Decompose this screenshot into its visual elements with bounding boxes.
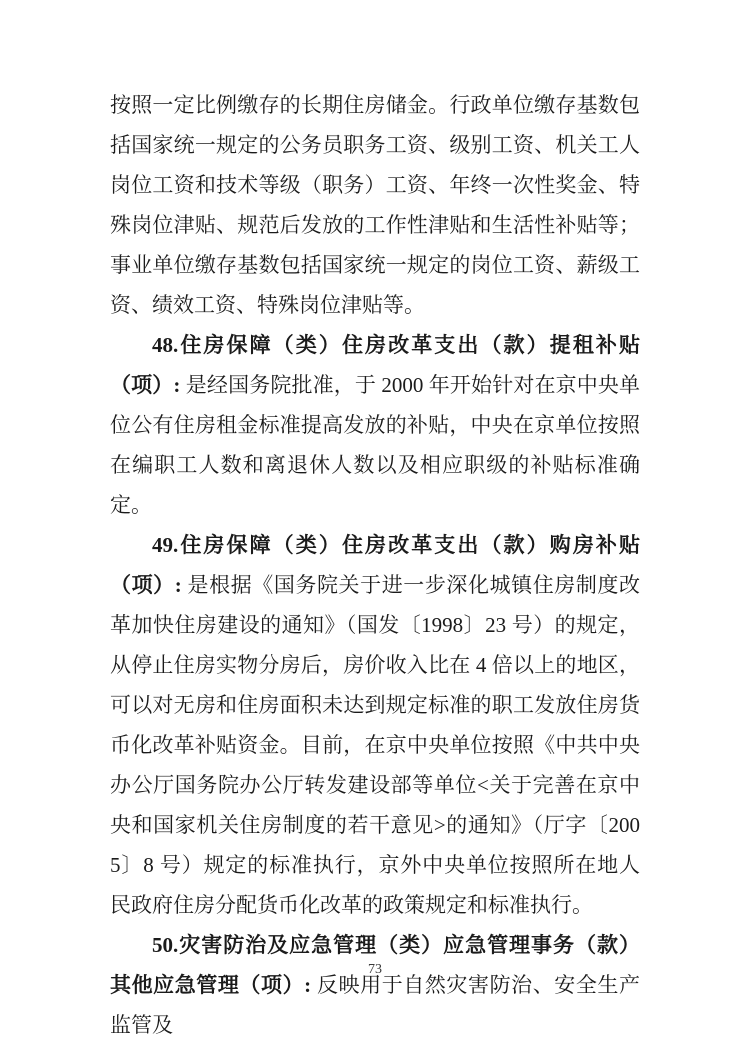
paragraph-clause-50 [110,925,640,1045]
paragraph-clause-48 [110,325,640,525]
paragraph-clause-49 [110,525,640,925]
paragraph-text: 按照一定比例缴存的长期住房储金。行政单位缴存基数包括国家统一规定的公务员职务工资、级别工资、机关工人岗位工资和技术等级（职务）工资、年终一次性奖金、特殊岗位津贴、规范后发放的工作性津贴和生活性补贴等；事业单位缴存基数包括国家统一规定的岗位工资、薪级工资、绩效工资、特殊岗位津贴等。 [110,93,640,317]
clause-48-heading: 48.住房保障（类）住房改革支出（款）提租补贴（项）: [110,333,640,397]
clause-50-heading: 50.灾害防治及应急管理（类）应急管理事务（款）其他应急管理（项）: [110,933,640,997]
clause-50-text: 反映用于自然灾害防治、安全生产监管及 [110,973,641,1037]
clause-49-text: 是根据《国务院关于进一步深化城镇住房制度改革加快住房建设的通知》（国发〔1998〕23 号）的规定，从停止住房实物分房后，房价收入比在 4 倍以上的地区，可以对无房和住房面积未达到规定标准的职工发放住房货币化改革补贴资金。目前，在京中央单位按照《中共中央办公厅国务院办公厅转发建设部等单位<关于完善在京中央和国家机关住房制度的若干意见>的通知》（厅字〔2005〕8 号）规定的标准执行，京外中央单位按照所在地人民政府住房分配货币化改革的政策规定和标准执行。 [110,573,641,917]
clause-48-text: 是经国务院批准，于 2000 年开始针对在京中央单位公有住房租金标准提高发放的补贴，中央在京单位按照在编职工人数和离退休人数以及相应职级的补贴标准确定。 [110,373,641,517]
document-body [110,85,640,1045]
clause-49-heading: 49.住房保障（类）住房改革支出（款）购房补贴（项）: [110,533,640,597]
paragraph-continuation [110,85,640,325]
page-number: 73 [368,962,382,977]
